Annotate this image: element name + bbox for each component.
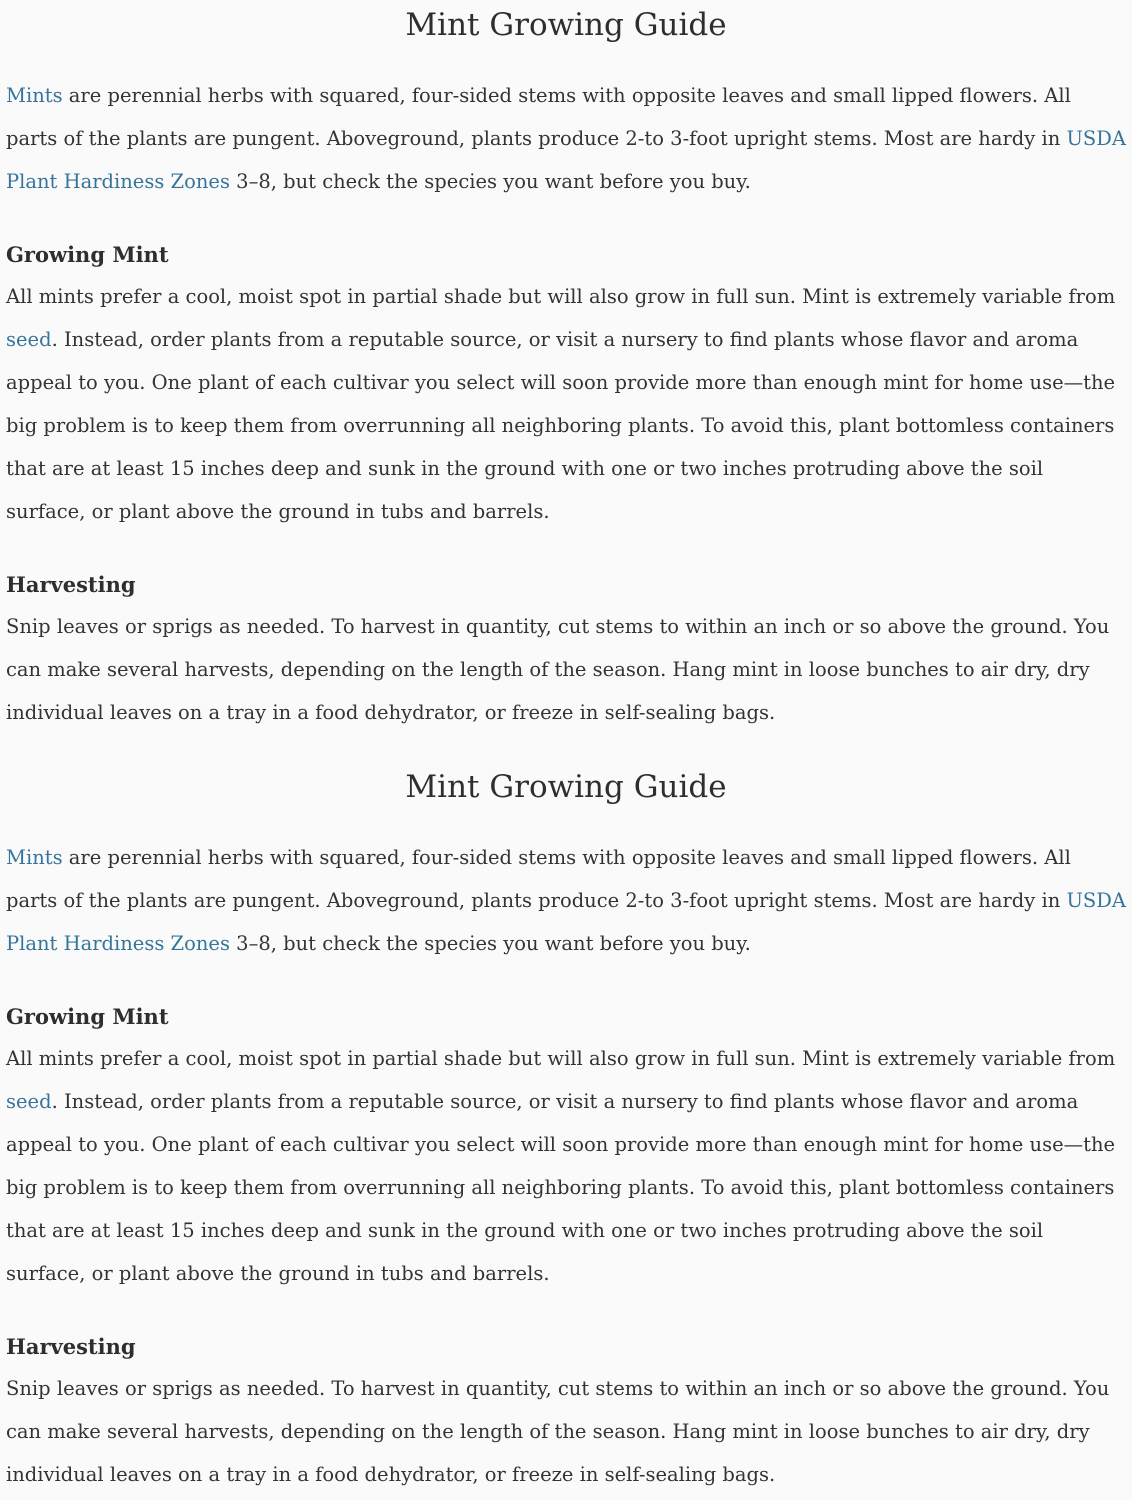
mints-link[interactable]: Mints bbox=[6, 846, 63, 869]
growing-mint-text: All mints prefer a cool, moist spot in partial shade but will also grow in full sun. Mint is extremely variable from bbox=[6, 285, 1116, 308]
seed-link[interactable]: seed bbox=[6, 1090, 52, 1113]
harvesting-heading: Harvesting bbox=[6, 572, 136, 597]
growing-mint-text: . Instead, order plants from a reputable source, or visit a nursery to find plants whose flavor and aroma appeal to you. One plant of each cultivar you select will soon provide more than enough mint for home use—the big problem is to keep them from overrunning all neighboring plants. To avoid this, plant bottomless containers that are at least 15 inches deep and sunk in the ground with one or two inches protruding above the soil surface, or plant above the ground in tubs and barrels. bbox=[6, 1090, 1116, 1285]
growing-mint-paragraph bbox=[6, 1037, 1126, 1295]
page-title: Mint Growing Guide bbox=[405, 769, 727, 805]
harvesting-heading: Harvesting bbox=[6, 1334, 136, 1359]
growing-mint-text: All mints prefer a cool, moist spot in partial shade but will also grow in full sun. Mint is extremely variable from bbox=[6, 1047, 1116, 1070]
harvesting-paragraph bbox=[6, 1367, 1126, 1496]
mint-guide-article-2 bbox=[6, 762, 1126, 1496]
page-title: Mint Growing Guide bbox=[405, 7, 727, 43]
harvesting-paragraph bbox=[6, 605, 1126, 734]
intro-paragraph bbox=[6, 74, 1126, 203]
usda-plant-hardiness-zones-link[interactable]: USDA Plant Hardiness Zones bbox=[6, 127, 1126, 193]
harvesting-text: Snip leaves or sprigs as needed. To harvest in quantity, cut stems to within an inch or so above the ground. You can make several harvests, depending on the length of the season. Hang mint in loose bunches to air dry, dry individual leaves on a tray in a food dehydrator, or freeze in self-sealing bags. bbox=[6, 615, 1110, 724]
mint-guide-article-1 bbox=[6, 0, 1126, 734]
seed-link[interactable]: seed bbox=[6, 328, 52, 351]
growing-mint-text: . Instead, order plants from a reputable source, or visit a nursery to find plants whose flavor and aroma appeal to you. One plant of each cultivar you select will soon provide more than enough mint for home use—the big problem is to keep them from overrunning all neighboring plants. To avoid this, plant bottomless containers that are at least 15 inches deep and sunk in the ground with one or two inches protruding above the soil surface, or plant above the ground in tubs and barrels. bbox=[6, 328, 1116, 523]
intro-text: are perennial herbs with squared, four-sided stems with opposite leaves and small lipped flowers. All parts of the plants are pungent. Aboveground, plants produce 2-to 3-foot upright stems. Most are hardy in bbox=[6, 846, 1071, 912]
mints-link[interactable]: Mints bbox=[6, 84, 63, 107]
growing-mint-heading: Growing Mint bbox=[6, 242, 169, 267]
harvesting-text: Snip leaves or sprigs as needed. To harvest in quantity, cut stems to within an inch or so above the ground. You can make several harvests, depending on the length of the season. Hang mint in loose bunches to air dry, dry individual leaves on a tray in a food dehydrator, or freeze in self-sealing bags. bbox=[6, 1377, 1110, 1486]
intro-text: are perennial herbs with squared, four-sided stems with opposite leaves and small lipped flowers. All parts of the plants are pungent. Aboveground, plants produce 2-to 3-foot upright stems. Most are hardy in bbox=[6, 84, 1071, 150]
growing-mint-heading: Growing Mint bbox=[6, 1004, 169, 1029]
usda-plant-hardiness-zones-link[interactable]: USDA Plant Hardiness Zones bbox=[6, 889, 1126, 955]
intro-text: 3–8, but check the species you want before you buy. bbox=[229, 170, 751, 193]
intro-text: 3–8, but check the species you want before you buy. bbox=[229, 932, 751, 955]
growing-mint-paragraph bbox=[6, 275, 1126, 533]
intro-paragraph bbox=[6, 836, 1126, 965]
